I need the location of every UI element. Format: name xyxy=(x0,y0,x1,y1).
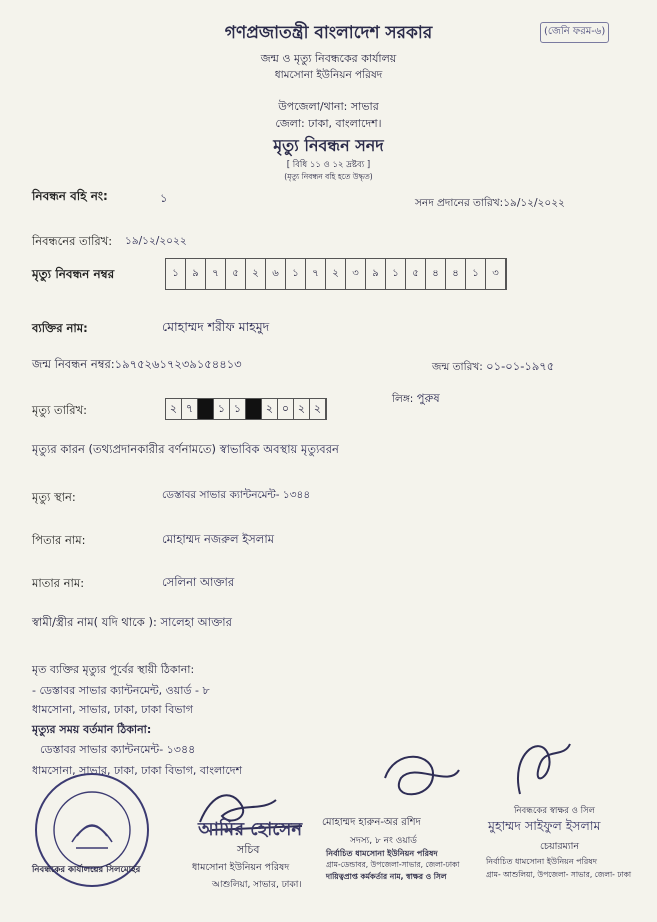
reg-no-digit: ৯ xyxy=(186,259,206,289)
government-heading: গণপ্রজাতন্ত্রী বাংলাদেশ সরকার xyxy=(224,23,433,43)
upazila-line: উপজেলা/থানা: সাভার xyxy=(278,100,379,113)
birth-reg-label: জন্ম নিবন্ধন নম্বর: xyxy=(32,357,115,371)
chairman-stamp-label: নিবন্ধকের স্বাক্ষর ও সিল xyxy=(514,806,595,816)
chairman-address: গ্রাম- আশুলিয়া, উপজেলা- সাভার, জেলা- ঢাকা xyxy=(486,870,632,879)
name-value: মোহাম্মদ শরীফ মাহমুদ xyxy=(162,319,270,334)
date-separator xyxy=(198,399,214,419)
reg-no-digit: ৩ xyxy=(486,259,506,289)
chairman-name: মুহাম্মদ সাইফুল ইসলাম xyxy=(488,818,601,833)
issue-date-value: ১৯/১২/২০২২ xyxy=(503,197,565,209)
curr-addr-line1: ডেস্তাবর সাভার ক্যান্টনমেন্ট- ১৩৪৪ xyxy=(40,743,196,756)
curr-addr-line2: ধামসোনা, সাভার, ঢাকা, ঢাকা বিভাগ, বাংলাদেশ xyxy=(32,764,243,777)
member-caption: দায়িত্বপ্রাপ্ত কর্মকর্তার নাম, স্বাক্ষর ও সিল xyxy=(326,872,447,881)
cause-row xyxy=(32,441,339,460)
reg-no-digit: ২ xyxy=(246,259,266,289)
reg-no-digit: ৭ xyxy=(206,259,226,289)
death-date-boxes xyxy=(165,398,327,420)
form-number: (জেনি ফরম-৬) xyxy=(540,22,609,43)
certificate-title: মৃত্যু নিবন্ধন সনদ xyxy=(273,136,384,155)
place-value: ডেস্তাবর সাভার ক্যান্টনমেন্ট- ১৩৪৪ xyxy=(162,489,311,501)
death-date-digit: ৭ xyxy=(182,399,198,419)
reg-date-value: ১৯/১২/২০২২ xyxy=(125,235,187,247)
reg-no-digit: ২ xyxy=(326,259,346,289)
chairman-signature-icon xyxy=(500,734,580,804)
secretary-title: সচিব xyxy=(237,843,260,856)
date-separator xyxy=(246,399,262,419)
reg-no-digit: ৯ xyxy=(366,259,386,289)
district-line: জেলা: ঢাকা, বাংলাদেশ। xyxy=(275,117,382,130)
issue-date-label: সনদ প্রদানের তারিখ: xyxy=(415,197,504,209)
reg-no-label: মৃত্যু নিবন্ধন নম্বর xyxy=(32,267,115,281)
reg-no-digit: ১ xyxy=(286,259,306,289)
member-title: সদস্য, ৮ নং ওয়ার্ড xyxy=(350,836,417,846)
reg-no-digit: ৪ xyxy=(446,259,466,289)
death-date-digit: ২ xyxy=(262,399,278,419)
spouse-row xyxy=(32,614,232,633)
reg-no-digit: ৭ xyxy=(306,259,326,289)
spouse-value: সালেহা আক্তার xyxy=(160,615,232,629)
place-label: মৃত্যু স্থান: xyxy=(32,490,76,504)
death-date-label: মৃত্যু তারিখ: xyxy=(32,403,88,417)
mother-value: সেলিনা আক্তার xyxy=(162,575,235,589)
reg-no-digit: ১ xyxy=(166,259,186,289)
birth-date-row xyxy=(432,358,554,377)
death-date-digit: ১ xyxy=(214,399,230,419)
father-value: মোহাম্মদ নজরুল ইসলাম xyxy=(162,532,275,546)
reg-no-digit: ৩ xyxy=(346,259,366,289)
death-date-digit: ০ xyxy=(278,399,294,419)
cause-value: স্বাভাবিক অবস্থায় মৃত্যুবরন xyxy=(219,442,339,456)
chairman-office: নির্বাচিত ধামসোনা ইউনিয়ন পরিষদ xyxy=(486,857,597,866)
perm-addr-label: মৃত ব্যক্তির মৃত্যুর পূর্বের স্থায়ী ঠিকানা: xyxy=(32,663,195,676)
member-address: গ্রাম-ডেন্ডাবর, উপজেলা-সাভার, জেলা-ঢাকা xyxy=(326,860,460,869)
reg-no-digit: ১ xyxy=(466,259,486,289)
member-office: নির্বাচিত ধামসোনা ইউনিয়ন পরিষদ xyxy=(326,849,438,858)
perm-addr-line2: ধামসোনা, সাভার, ঢাকা, ঢাকা বিভাগ xyxy=(32,703,193,716)
union-name: ধামসোনা ইউনিয়ন পরিষদ xyxy=(274,69,383,81)
reg-no-boxes xyxy=(165,258,507,290)
member-signature-icon xyxy=(375,748,465,810)
reg-no-digit: ৬ xyxy=(266,259,286,289)
reg-no-digit: ৪ xyxy=(426,259,446,289)
registrar-seal-caption: নিবন্ধকের কার্যালয়ের সিলমোহর xyxy=(32,865,141,875)
death-date-digit: ১ xyxy=(230,399,246,419)
sex-row xyxy=(392,390,440,409)
curr-addr-label: মৃত্যুর সময় বর্তমান ঠিকানা: xyxy=(32,723,152,736)
birth-reg-row xyxy=(32,356,242,375)
issue-date-row xyxy=(415,196,565,213)
reg-no-digit: ১ xyxy=(386,259,406,289)
spouse-label: স্বামী/স্ত্রীর নাম( যদি থাকে ): xyxy=(32,615,157,629)
mother-label: মাতার নাম: xyxy=(32,576,85,590)
source-note: (মৃত্যু নিবন্ধন বহি হতে উদ্ধৃত) xyxy=(284,172,373,181)
reg-no-digit: ৫ xyxy=(406,259,426,289)
book-no-label: নিবন্ধন বহি নং: xyxy=(32,189,108,203)
birth-date-label: জন্ম তারিখ: xyxy=(432,361,483,373)
secretary-name: আমির হোসেন xyxy=(198,819,303,840)
reg-date-label: নিবন্ধনের তারিখ: xyxy=(32,234,113,248)
birth-date-value: ০১-০১-১৯৭৫ xyxy=(486,359,555,373)
death-date-digit: ২ xyxy=(294,399,310,419)
chairman-title: চেয়ারম্যান xyxy=(540,841,580,852)
reg-no-digit: ৫ xyxy=(226,259,246,289)
perm-addr-line1: - ডেস্তাবর সাভার ক্যান্টনমেন্ট, ওয়ার্ড - ৮ xyxy=(32,684,210,697)
death-date-digit: ২ xyxy=(310,399,326,419)
rule-reference: [ বিধি ১১ ও ১২ দ্রষ্টব্য ] xyxy=(286,160,371,170)
office-name: জন্ম ও মৃত্যু নিবন্ধকের কার্যালয় xyxy=(260,52,397,65)
name-label: ব্যক্তির নাম: xyxy=(32,321,88,335)
book-no-value: ১ xyxy=(160,191,168,205)
member-name: মোহাম্মদ হারুন-অর রশিদ xyxy=(322,817,421,828)
death-date-digit: ২ xyxy=(166,399,182,419)
sex-label: লিঙ্গ: xyxy=(392,393,414,405)
sex-value: পুরুষ xyxy=(416,391,440,405)
secretary-place: আশুলিয়া, সাভার, ঢাকা। xyxy=(212,880,302,890)
birth-reg-value: ১৯৭৫২৬১৭২৩৯১৫৪৪১৩ xyxy=(114,357,242,371)
secretary-office: ধামসোনা ইউনিয়ন পরিষদ xyxy=(192,862,290,873)
father-label: পিতার নাম: xyxy=(32,533,86,547)
cause-label: মৃত্যুর কারন (তথ্যপ্রদানকারীর বর্ণনামতে) xyxy=(32,442,216,456)
